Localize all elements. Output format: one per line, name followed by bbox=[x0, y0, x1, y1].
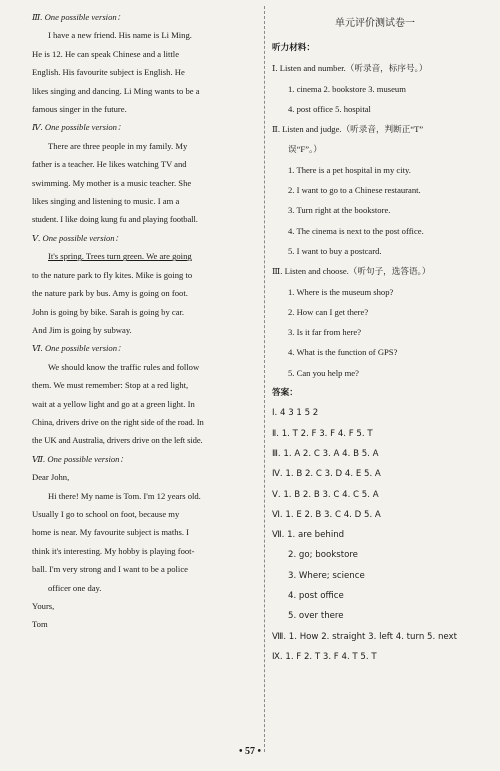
text-line: likes singing and listening to music. I am a bbox=[32, 196, 180, 207]
letter-greeting: Dear John, bbox=[32, 472, 70, 483]
answers-head: 答案： bbox=[272, 388, 298, 399]
section-5-head: Ⅴ. One possible version： bbox=[32, 232, 124, 243]
text-line: And Jim is going by subway. bbox=[32, 324, 132, 335]
answer-line: Ⅴ. 1. B 2. B 3. C 4. C 5. A bbox=[272, 489, 379, 500]
text-line: 5. Can you help me? bbox=[288, 367, 359, 378]
text-line: famous singer in the future. bbox=[32, 104, 127, 115]
text-line: 4. What is the function of GPS? bbox=[288, 347, 398, 358]
text-line: 1. Where is the museum shop? bbox=[288, 286, 394, 297]
text-line: the nature park by bus. Amy is going on foot. bbox=[32, 288, 188, 299]
answer-line: Ⅳ. 1. B 2. C 3. D 4. E 5. A bbox=[272, 469, 381, 480]
listening-material-head: 听力材料： bbox=[272, 43, 315, 53]
answer-line: Ⅸ. 1. F 2. T 3. F 4. T 5. T bbox=[272, 651, 377, 662]
text-line: the UK and Australia, drivers drive on the left side. bbox=[32, 435, 203, 446]
part-2-head-cont: 误“F”。） bbox=[288, 144, 322, 155]
text-line: 3. Is it far from here? bbox=[288, 327, 362, 338]
section-4-head: Ⅳ. One possible version： bbox=[32, 122, 126, 133]
answer-line: Ⅷ. 1. How 2. straight 3. left 4. turn 5. next bbox=[272, 631, 458, 642]
section-7-head: Ⅶ. One possible version： bbox=[32, 453, 129, 464]
text-line: Usually I go to school on foot, because my bbox=[32, 508, 180, 519]
answer-line: 5. over there bbox=[288, 611, 344, 622]
text-line: John is going by bike. Sarah is going by car. bbox=[32, 306, 185, 317]
text-line: swimming. My mother is a music teacher. She bbox=[32, 177, 192, 188]
text-line: home is near. My favourite subject is maths. I bbox=[32, 527, 190, 538]
part-3-head: Ⅲ. Listen and choose.（听句子，选答语。） bbox=[272, 266, 431, 277]
text-line: 1. There is a pet hospital in my city. bbox=[288, 164, 411, 175]
answer-line: Ⅱ. 1. T 2. F 3. F 4. F 5. T bbox=[272, 428, 373, 439]
text-line: Hi there! My name is Tom. I'm 12 years old. bbox=[48, 490, 201, 501]
text-line: China, drivers drive on the right side of the road. In bbox=[32, 416, 204, 427]
text-line: I have a new friend. His name is Li Ming. bbox=[48, 30, 192, 41]
text-line: 5. I want to buy a postcard. bbox=[288, 245, 382, 256]
text-line: We should know the traffic rules and follow bbox=[48, 361, 200, 372]
letter-closing: Yours, bbox=[32, 601, 55, 611]
text-line: father is a teacher. He likes watching TV and bbox=[32, 159, 187, 170]
letter-signature: Tom bbox=[32, 619, 48, 630]
section-3-head: Ⅲ. One possible version： bbox=[32, 12, 126, 22]
text-line: 2. I want to go to a Chinese restaurant. bbox=[288, 185, 421, 196]
text-line: English. His favourite subject is English. He bbox=[32, 67, 185, 78]
answer-line: Ⅲ. 1. A 2. C 3. A 4. B 5. A bbox=[272, 448, 379, 459]
column-divider bbox=[264, 6, 265, 752]
answer-line: Ⅵ. 1. E 2. B 3. C 4. D 5. A bbox=[272, 509, 381, 520]
text-line: 4. The cinema is next to the post office. bbox=[288, 225, 424, 236]
text-line: to the nature park to fly kites. Mike is going to bbox=[32, 269, 193, 280]
section-6-head: Ⅵ. One possible version： bbox=[32, 343, 126, 354]
text-line: ball. I'm very strong and I want to be a police bbox=[32, 564, 188, 575]
page-number: • 57 • bbox=[238, 746, 261, 757]
text-line: It's spring. Trees turn green. We are going bbox=[48, 251, 192, 262]
text-line: He is 12. He can speak Chinese and a little bbox=[32, 48, 180, 59]
text-line: 3. Turn right at the bookstore. bbox=[288, 205, 391, 216]
answer-line: 4. post office bbox=[288, 591, 344, 602]
text-line: 1. cinema 2. bookstore 3. museum bbox=[288, 83, 406, 94]
page-title: 单元评价测试卷一 bbox=[335, 18, 415, 29]
part-2-head: Ⅱ. Listen and judge.（听录音，判断正“T” bbox=[272, 124, 424, 135]
answer-line: Ⅰ. 4 3 1 5 2 bbox=[272, 408, 319, 419]
left-column bbox=[32, 8, 264, 634]
answer-line: 3. Where; science bbox=[288, 570, 365, 581]
text-line: them. We must remember: Stop at a red light, bbox=[32, 380, 189, 391]
answer-line: Ⅶ. 1. are behind bbox=[272, 530, 345, 541]
text-line: student. I like doing kung fu and playing football. bbox=[32, 214, 198, 225]
text-line: wait at a yellow light and go at a green light. In bbox=[32, 398, 195, 409]
text-line: likes singing and dancing. Li Ming wants to be a bbox=[32, 85, 200, 96]
text-line: think it's interesting. My hobby is playing foot- bbox=[32, 545, 195, 556]
text-line: officer one day. bbox=[48, 582, 102, 593]
part-1-head: Ⅰ. Listen and number.（听录音，标序号。） bbox=[272, 63, 428, 74]
text-line: 4. post office 5. hospital bbox=[288, 103, 371, 114]
answer-line: 2. go; bookstore bbox=[288, 550, 358, 561]
right-column bbox=[272, 8, 478, 667]
text-line: 2. How can I get there? bbox=[288, 306, 369, 317]
text-line: There are three people in my family. My bbox=[48, 140, 188, 151]
